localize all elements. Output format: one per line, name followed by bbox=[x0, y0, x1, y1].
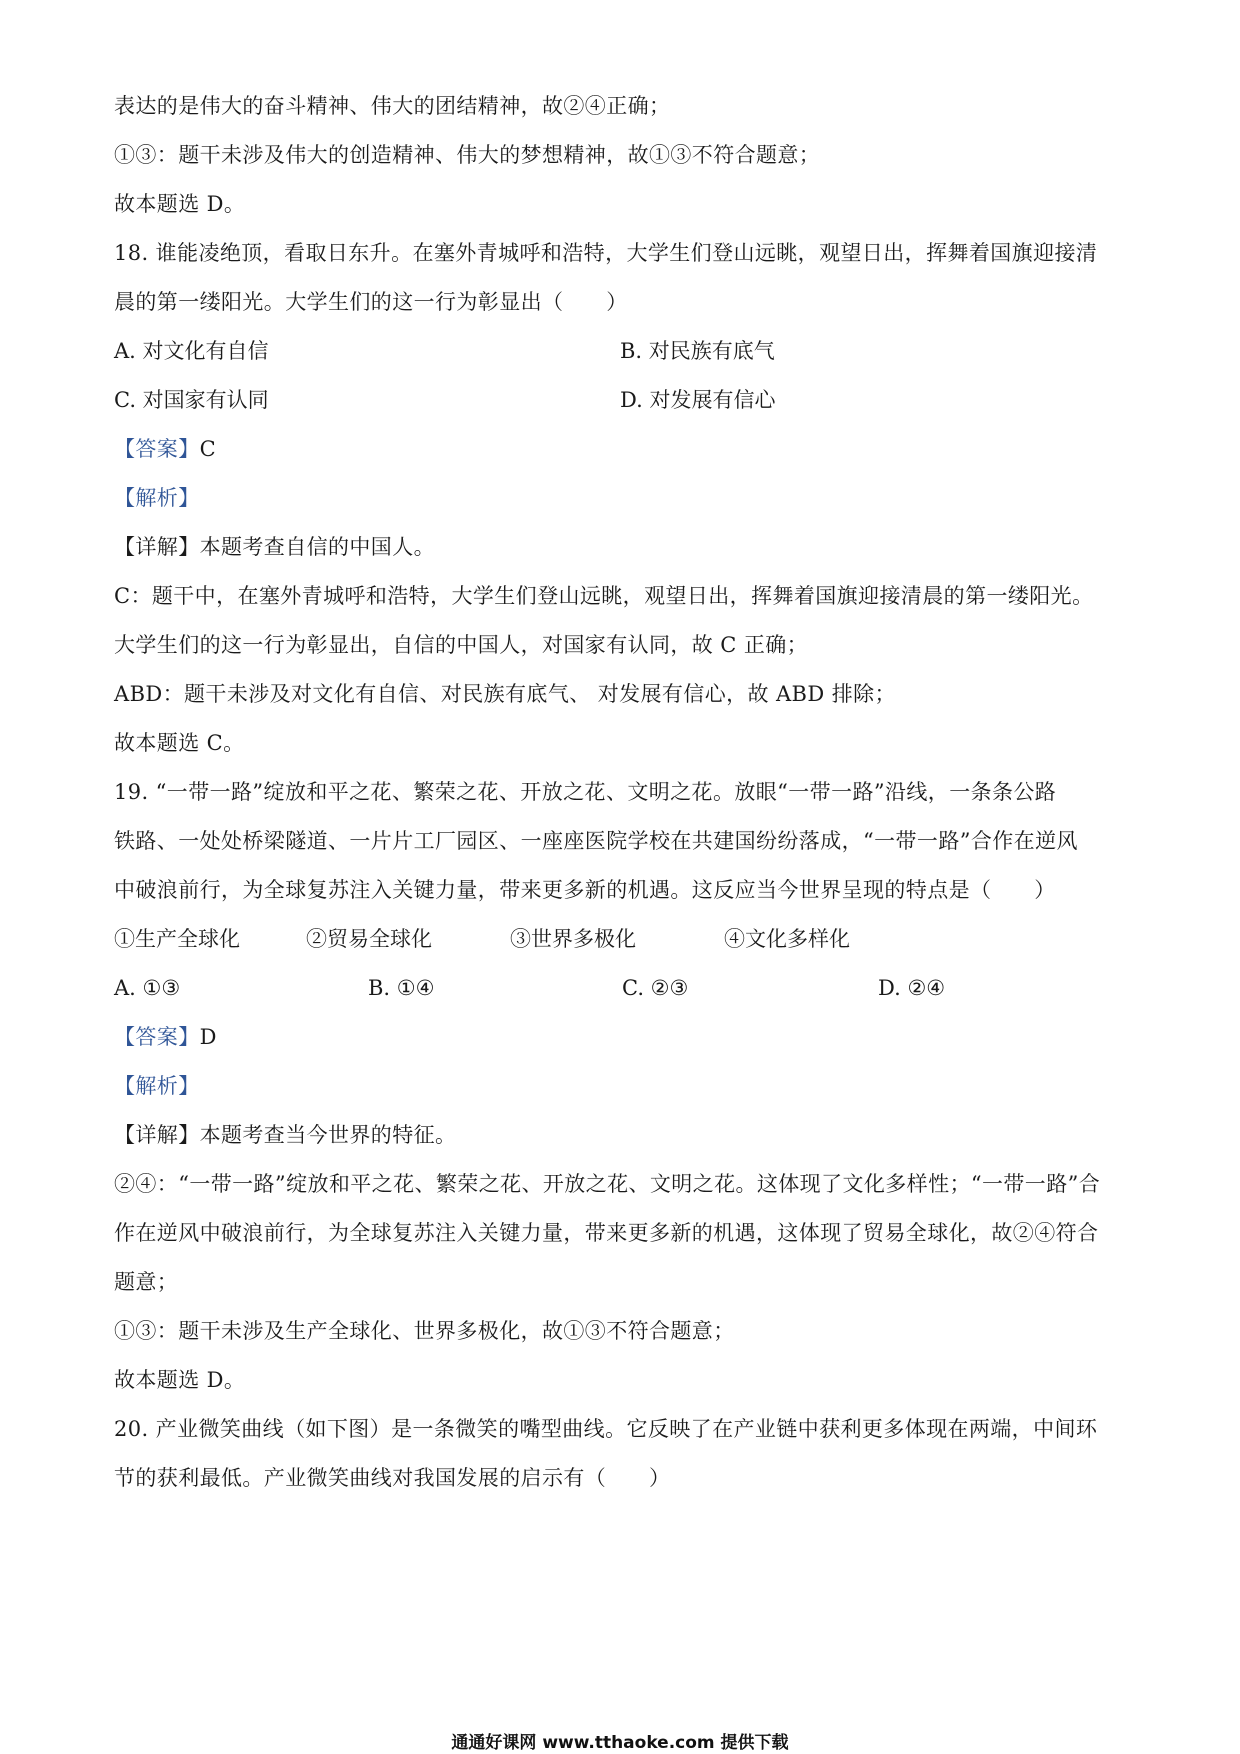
q18-option-c: C. 对国家有认同 bbox=[114, 388, 269, 412]
q18-option-d: D. 对发展有信心 bbox=[620, 388, 776, 412]
q19-option-c: C. ②③ bbox=[622, 976, 689, 1000]
q19-option-b: B. ①④ bbox=[368, 976, 435, 1000]
q18-stem-line-1: 18. 谁能凌绝顶，看取日东升。在塞外青城呼和浩特，大学生们登山远眺，观望日出，挥舞着国旗迎接清 bbox=[114, 241, 1098, 265]
q17-explanation-line-2: ①③：题干未涉及伟大的创造精神、伟大的梦想精神，故①③不符合题意； bbox=[114, 143, 821, 167]
q19-option-d: D. ②④ bbox=[878, 976, 946, 1000]
detail-text: 本题考查当今世界的特征。 bbox=[199, 1123, 457, 1147]
answer-tag: 【答案】 bbox=[114, 437, 200, 461]
q19-item-1: ①生产全球化 bbox=[114, 927, 240, 951]
q19-analysis-tag: 【解析】 bbox=[114, 1074, 200, 1098]
q19-stem-line-3: 中破浪前行，为全球复苏注入关键力量，带来更多新的机遇。这反应当今世界呈现的特点是（ ） bbox=[114, 878, 1056, 902]
q18-option-a: A. 对文化有自信 bbox=[114, 339, 269, 363]
q18-explanation-line-1: C：题干中，在塞外青城呼和浩特，大学生们登山远眺，观望日出，挥舞着国旗迎接清晨的第一缕阳光。 bbox=[114, 584, 1094, 608]
q19-option-a: A. ①③ bbox=[114, 976, 181, 1000]
q18-analysis-tag: 【解析】 bbox=[114, 486, 200, 510]
q19-stem-line-1: 19. “一带一路”绽放和平之花、繁荣之花、开放之花、文明之花。放眼“一带一路”沿线，一条条公路 bbox=[114, 780, 1057, 804]
q17-explanation-line-1: 表达的是伟大的奋斗精神、伟大的团结精神，故②④正确； bbox=[114, 94, 671, 118]
answer-tag: 【答案】 bbox=[114, 1025, 200, 1049]
q19-explanation-line-3: 题意； bbox=[114, 1270, 179, 1294]
detail-text: 本题考查自信的中国人。 bbox=[199, 535, 436, 559]
q20-stem-line-2: 节的获利最低。产业微笑曲线对我国发展的启示有（ ） bbox=[114, 1466, 671, 1490]
q19-item-3: ③世界多极化 bbox=[510, 927, 636, 951]
q19-stem-line-2: 铁路、一处处桥梁隧道、一片片工厂园区、一座座医院学校在共建国纷纷落成，“一带一路”合作在逆风 bbox=[114, 829, 1078, 853]
q19-item-2: ②贸易全球化 bbox=[306, 927, 432, 951]
q18-explanation-line-3: ABD：题干未涉及对文化有自信、对民族有底气、 对发展有信心，故 ABD 排除； bbox=[114, 682, 896, 706]
q18-explanation-line-2: 大学生们的这一行为彰显出，自信的中国人，对国家有认同，故 C 正确； bbox=[114, 633, 809, 657]
q19-answer bbox=[114, 1023, 217, 1051]
answer-value: C bbox=[199, 437, 217, 461]
q18-option-b: B. 对民族有底气 bbox=[620, 339, 775, 363]
q19-explanation-line-4: ①③：题干未涉及生产全球化、世界多极化，故①③不符合题意； bbox=[114, 1319, 735, 1343]
q17-conclusion: 故本题选 D。 bbox=[114, 192, 246, 216]
q18-stem-line-2: 晨的第一缕阳光。大学生们的这一行为彰显出（ ） bbox=[114, 290, 628, 314]
q19-explanation-line-1: ②④：“一带一路”绽放和平之花、繁荣之花、开放之花、文明之花。这体现了文化多样性；“一带一路”合 bbox=[114, 1172, 1101, 1196]
answer-value: D bbox=[199, 1025, 217, 1049]
q19-explanation-line-2: 作在逆风中破浪前行，为全球复苏注入关键力量，带来更多新的机遇，这体现了贸易全球化，故②④符合 bbox=[114, 1221, 1099, 1245]
q20-stem-line-1: 20. 产业微笑曲线（如下图）是一条微笑的嘴型曲线。它反映了在产业链中获利更多体现在两端，中间环 bbox=[114, 1417, 1098, 1441]
q19-conclusion: 故本题选 D。 bbox=[114, 1368, 246, 1392]
q18-conclusion: 故本题选 C。 bbox=[114, 731, 245, 755]
q18-detail bbox=[114, 533, 435, 561]
detail-tag: 【详解】 bbox=[114, 535, 200, 559]
page-footer: 通通好课网 www.tthaoke.com 提供下载 bbox=[451, 1733, 789, 1753]
q18-answer bbox=[114, 435, 216, 463]
q19-detail bbox=[114, 1121, 456, 1149]
q19-item-4: ④文化多样化 bbox=[724, 927, 850, 951]
detail-tag: 【详解】 bbox=[114, 1123, 200, 1147]
